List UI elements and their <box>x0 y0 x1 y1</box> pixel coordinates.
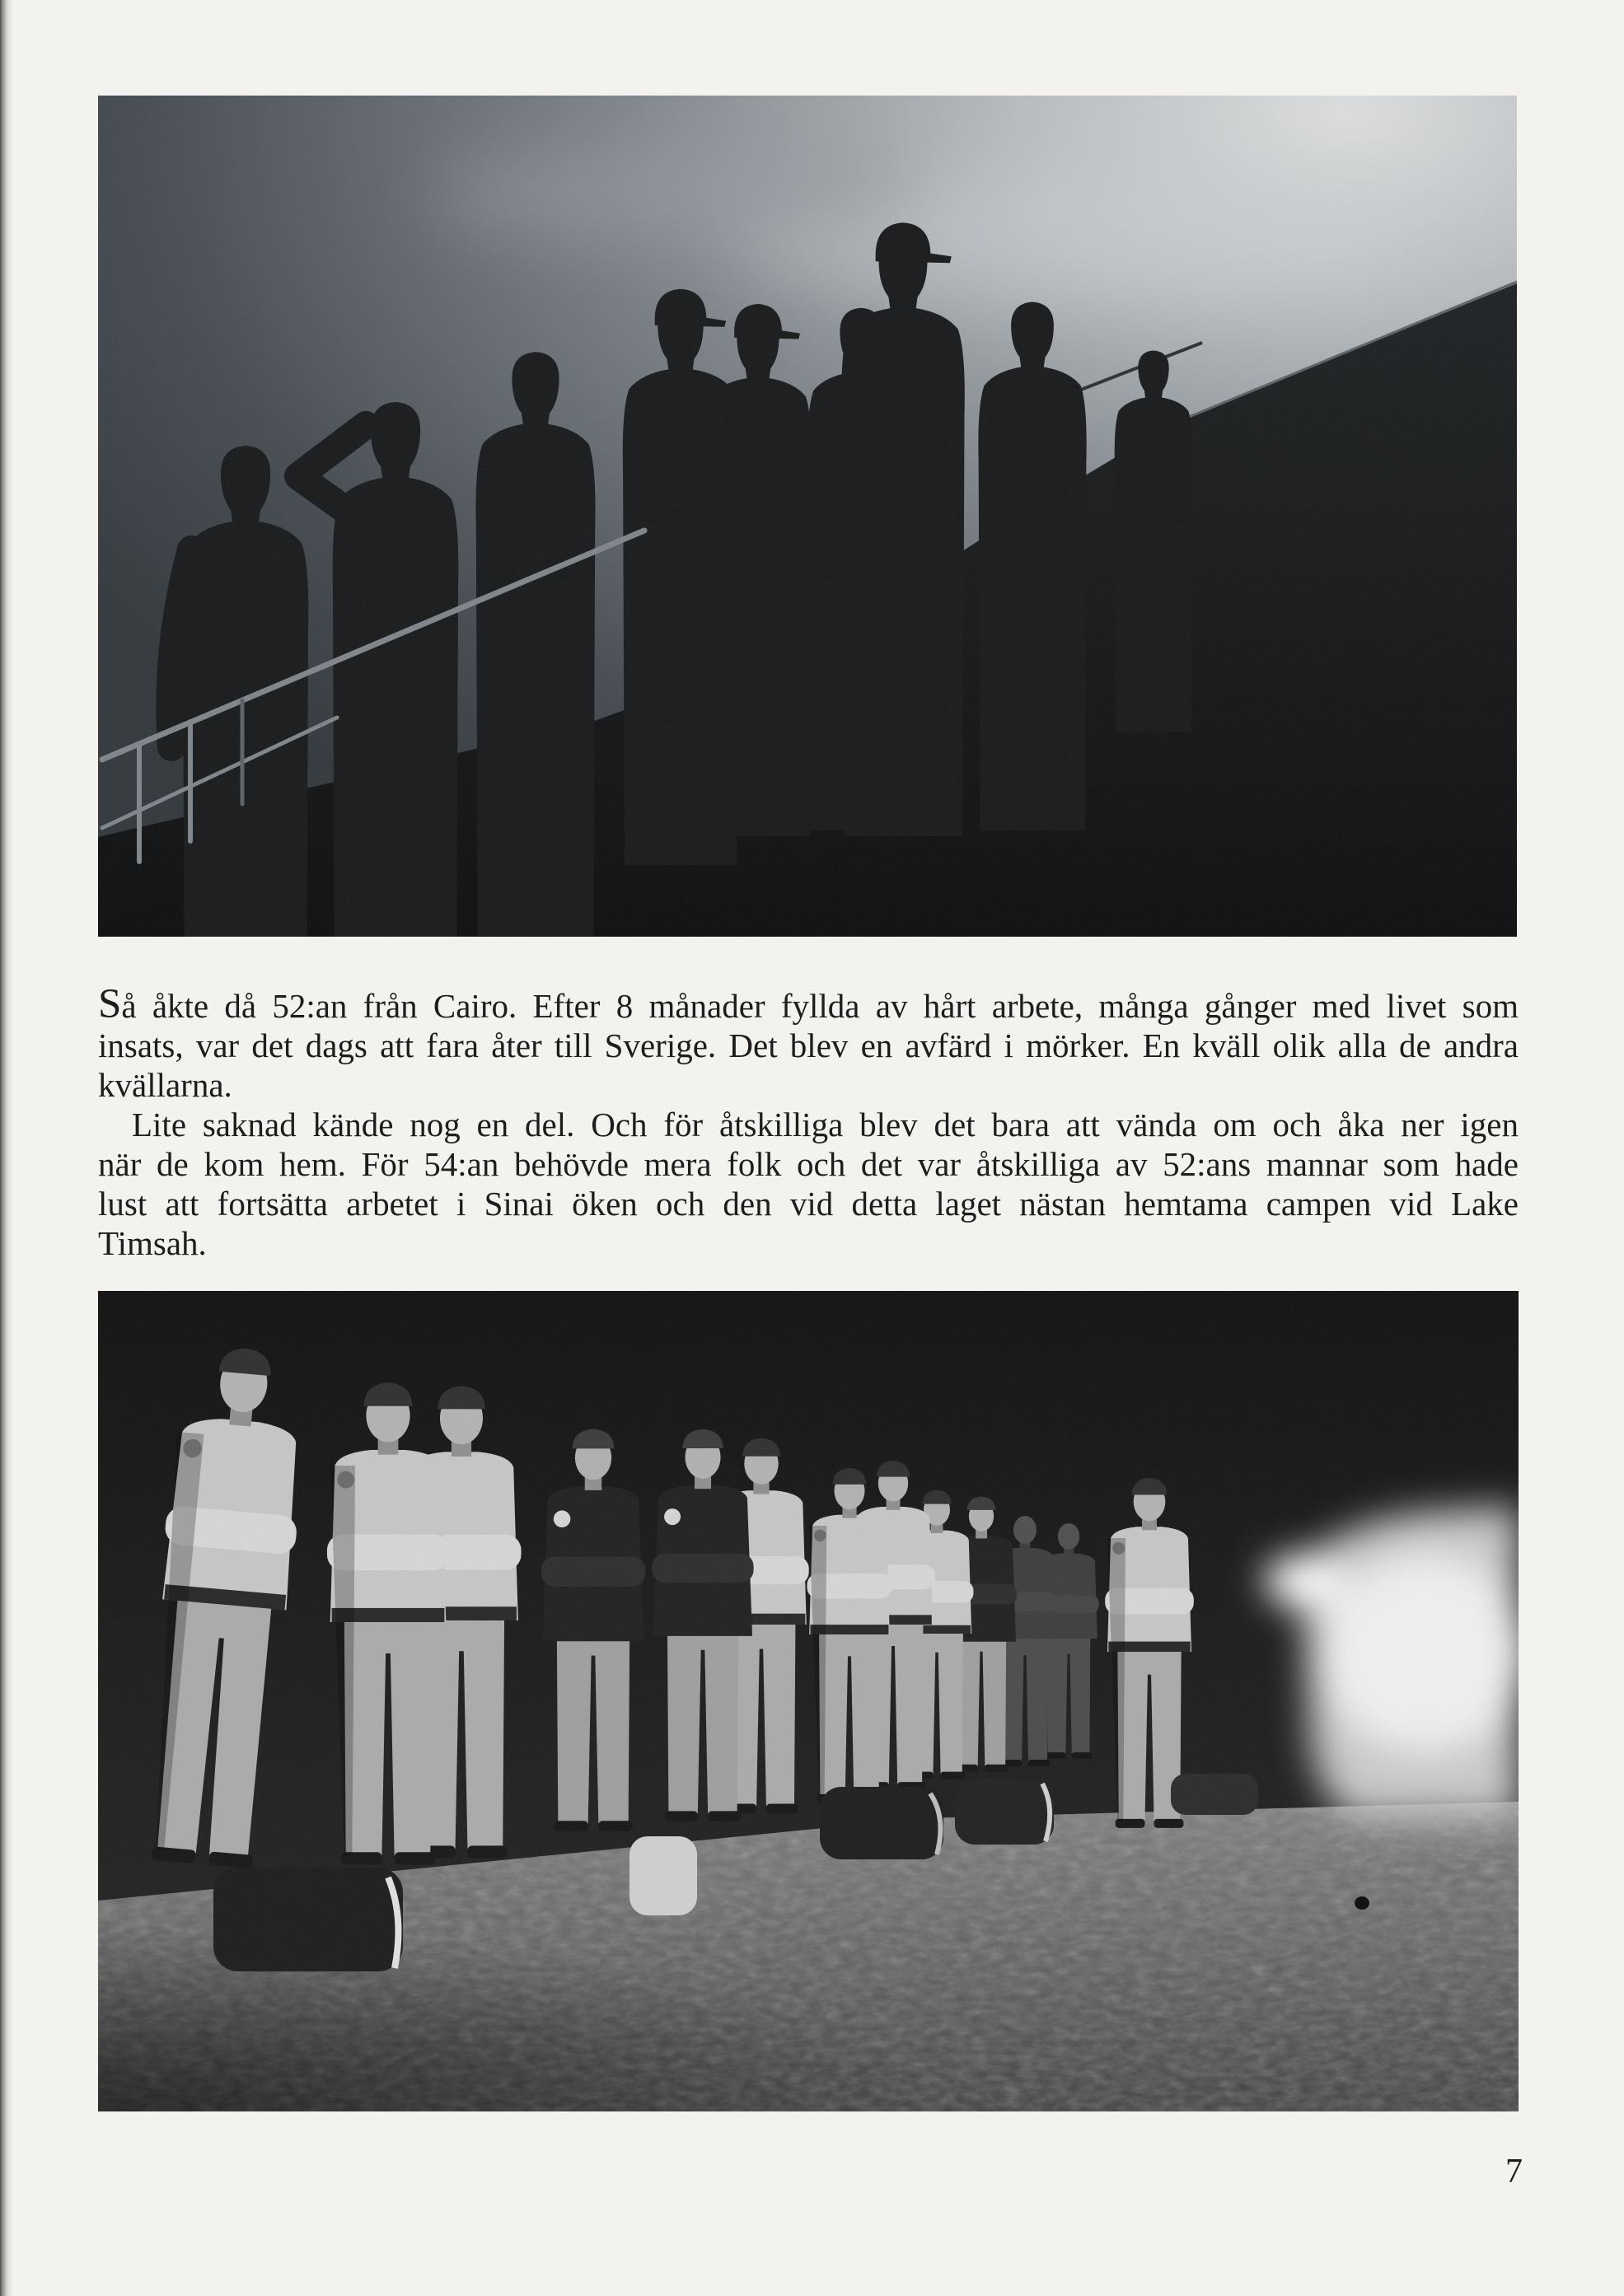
paragraph-line: Lite saknad kände nog en del. Och för åtskilliga blev det bara att vända om och åka ner igen <box>132 1106 1519 1143</box>
body-text <box>98 981 1519 1263</box>
photo-top <box>98 96 1517 937</box>
paragraph-line: Timsah. <box>98 1224 207 1262</box>
photo-bottom <box>98 1291 1519 2111</box>
photo-top-image <box>98 96 1517 937</box>
paragraph-2 <box>98 1105 1519 1263</box>
paragraph-line: lust att fortsätta arbetet i Sinai öken och den vid detta laget nästan hemtama campen vid Lake <box>98 1185 1519 1223</box>
page-number: 7 <box>1505 2153 1523 2191</box>
page-binding-edge <box>0 0 13 2296</box>
film-grain <box>98 1291 1519 2111</box>
paragraph-line: Så åkte då 52:an från Cairo. Efter 8 månader fyllda av hårt arbete, många gånger med livet som <box>98 981 1519 1027</box>
film-grain <box>98 96 1517 937</box>
paragraph-line: när de kom hem. För 54:an behövde mera folk och det var åtskilliga av 52:ans mannar som hade <box>98 1145 1519 1183</box>
paragraph-line: insats, var det dags att fara åter till Sverige. Det blev en avfärd i mörker. En kväll olik alla de andra <box>98 1026 1519 1064</box>
photo-bottom-image <box>98 1291 1519 2111</box>
paragraph-1 <box>98 981 1519 1105</box>
paragraph-line: kvällarna. <box>98 1066 232 1104</box>
